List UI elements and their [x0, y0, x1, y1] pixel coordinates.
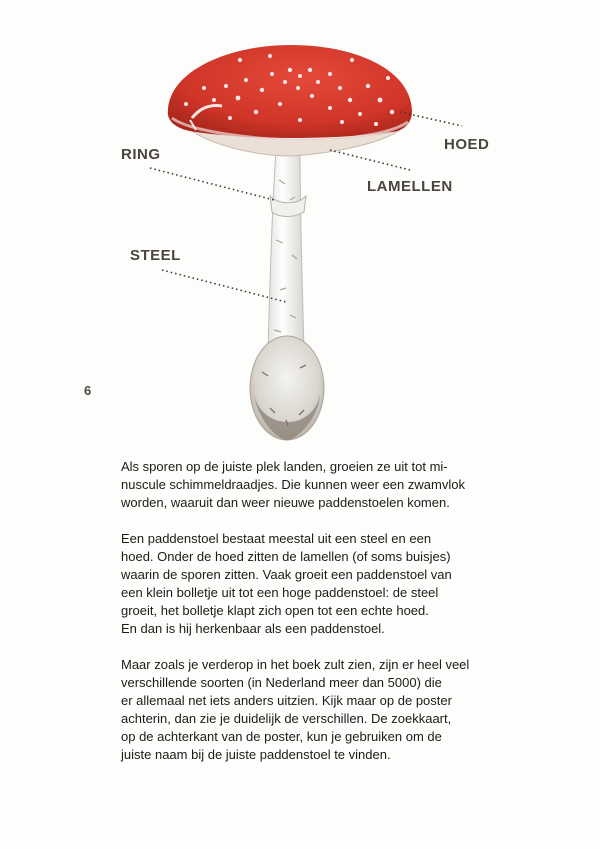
text-line: er allemaal net iets anders uitzien. Kijk maar op de poster — [121, 693, 452, 708]
label-steel: STEEL — [130, 247, 181, 264]
text-line: Maar zoals je verderop in het boek zult zien, zijn er heel veel — [121, 657, 470, 672]
page-number: 6 — [84, 383, 92, 398]
text-line: En dan is hij herkenbaar als een paddenstoel. — [121, 621, 385, 636]
text-line: worden, waaruit dan weer nieuwe paddenstoelen komen. — [121, 495, 450, 510]
text-line: Als sporen op de juiste plek landen, groeien ze uit tot mi- — [121, 459, 448, 474]
mushroom-cap — [168, 45, 412, 140]
text-line: Een paddenstoel bestaat meestal uit een steel en een — [121, 531, 432, 546]
paragraph — [121, 458, 493, 512]
text-line: juiste naam bij de juiste paddenstoel te vinden. — [121, 747, 391, 762]
text-line: op de achterkant van de poster, kun je gebruiken om de — [121, 729, 442, 744]
paragraph — [121, 656, 493, 764]
text-line: groeit, het bolletje klapt zich open tot een echte hoed. — [121, 603, 429, 618]
body-text — [121, 458, 493, 782]
mushroom-stem — [268, 150, 304, 350]
label-lamellen: LAMELLEN — [367, 178, 453, 195]
paragraph — [121, 530, 493, 638]
text-line: hoed. Onder de hoed zitten de lamellen (of soms buisjes) — [121, 549, 451, 564]
mushroom-bulb — [250, 336, 324, 440]
text-line: achterin, dan zie je duidelijk de verschillen. De zoekkaart, — [121, 711, 452, 726]
text-line: een klein bolletje uit tot een hoge paddenstoel: de steel — [121, 585, 439, 600]
label-hoed: HOED — [444, 136, 490, 153]
text-line: verschillende soorten (in Nederland meer dan 5000) die — [121, 675, 442, 690]
label-ring: RING — [121, 146, 161, 163]
text-line: waarin de sporen zitten. Vaak groeit een paddenstoel van — [121, 567, 452, 582]
text-line: nuscule schimmeldraadjes. Die kunnen weer een zwamvlok — [121, 477, 465, 492]
